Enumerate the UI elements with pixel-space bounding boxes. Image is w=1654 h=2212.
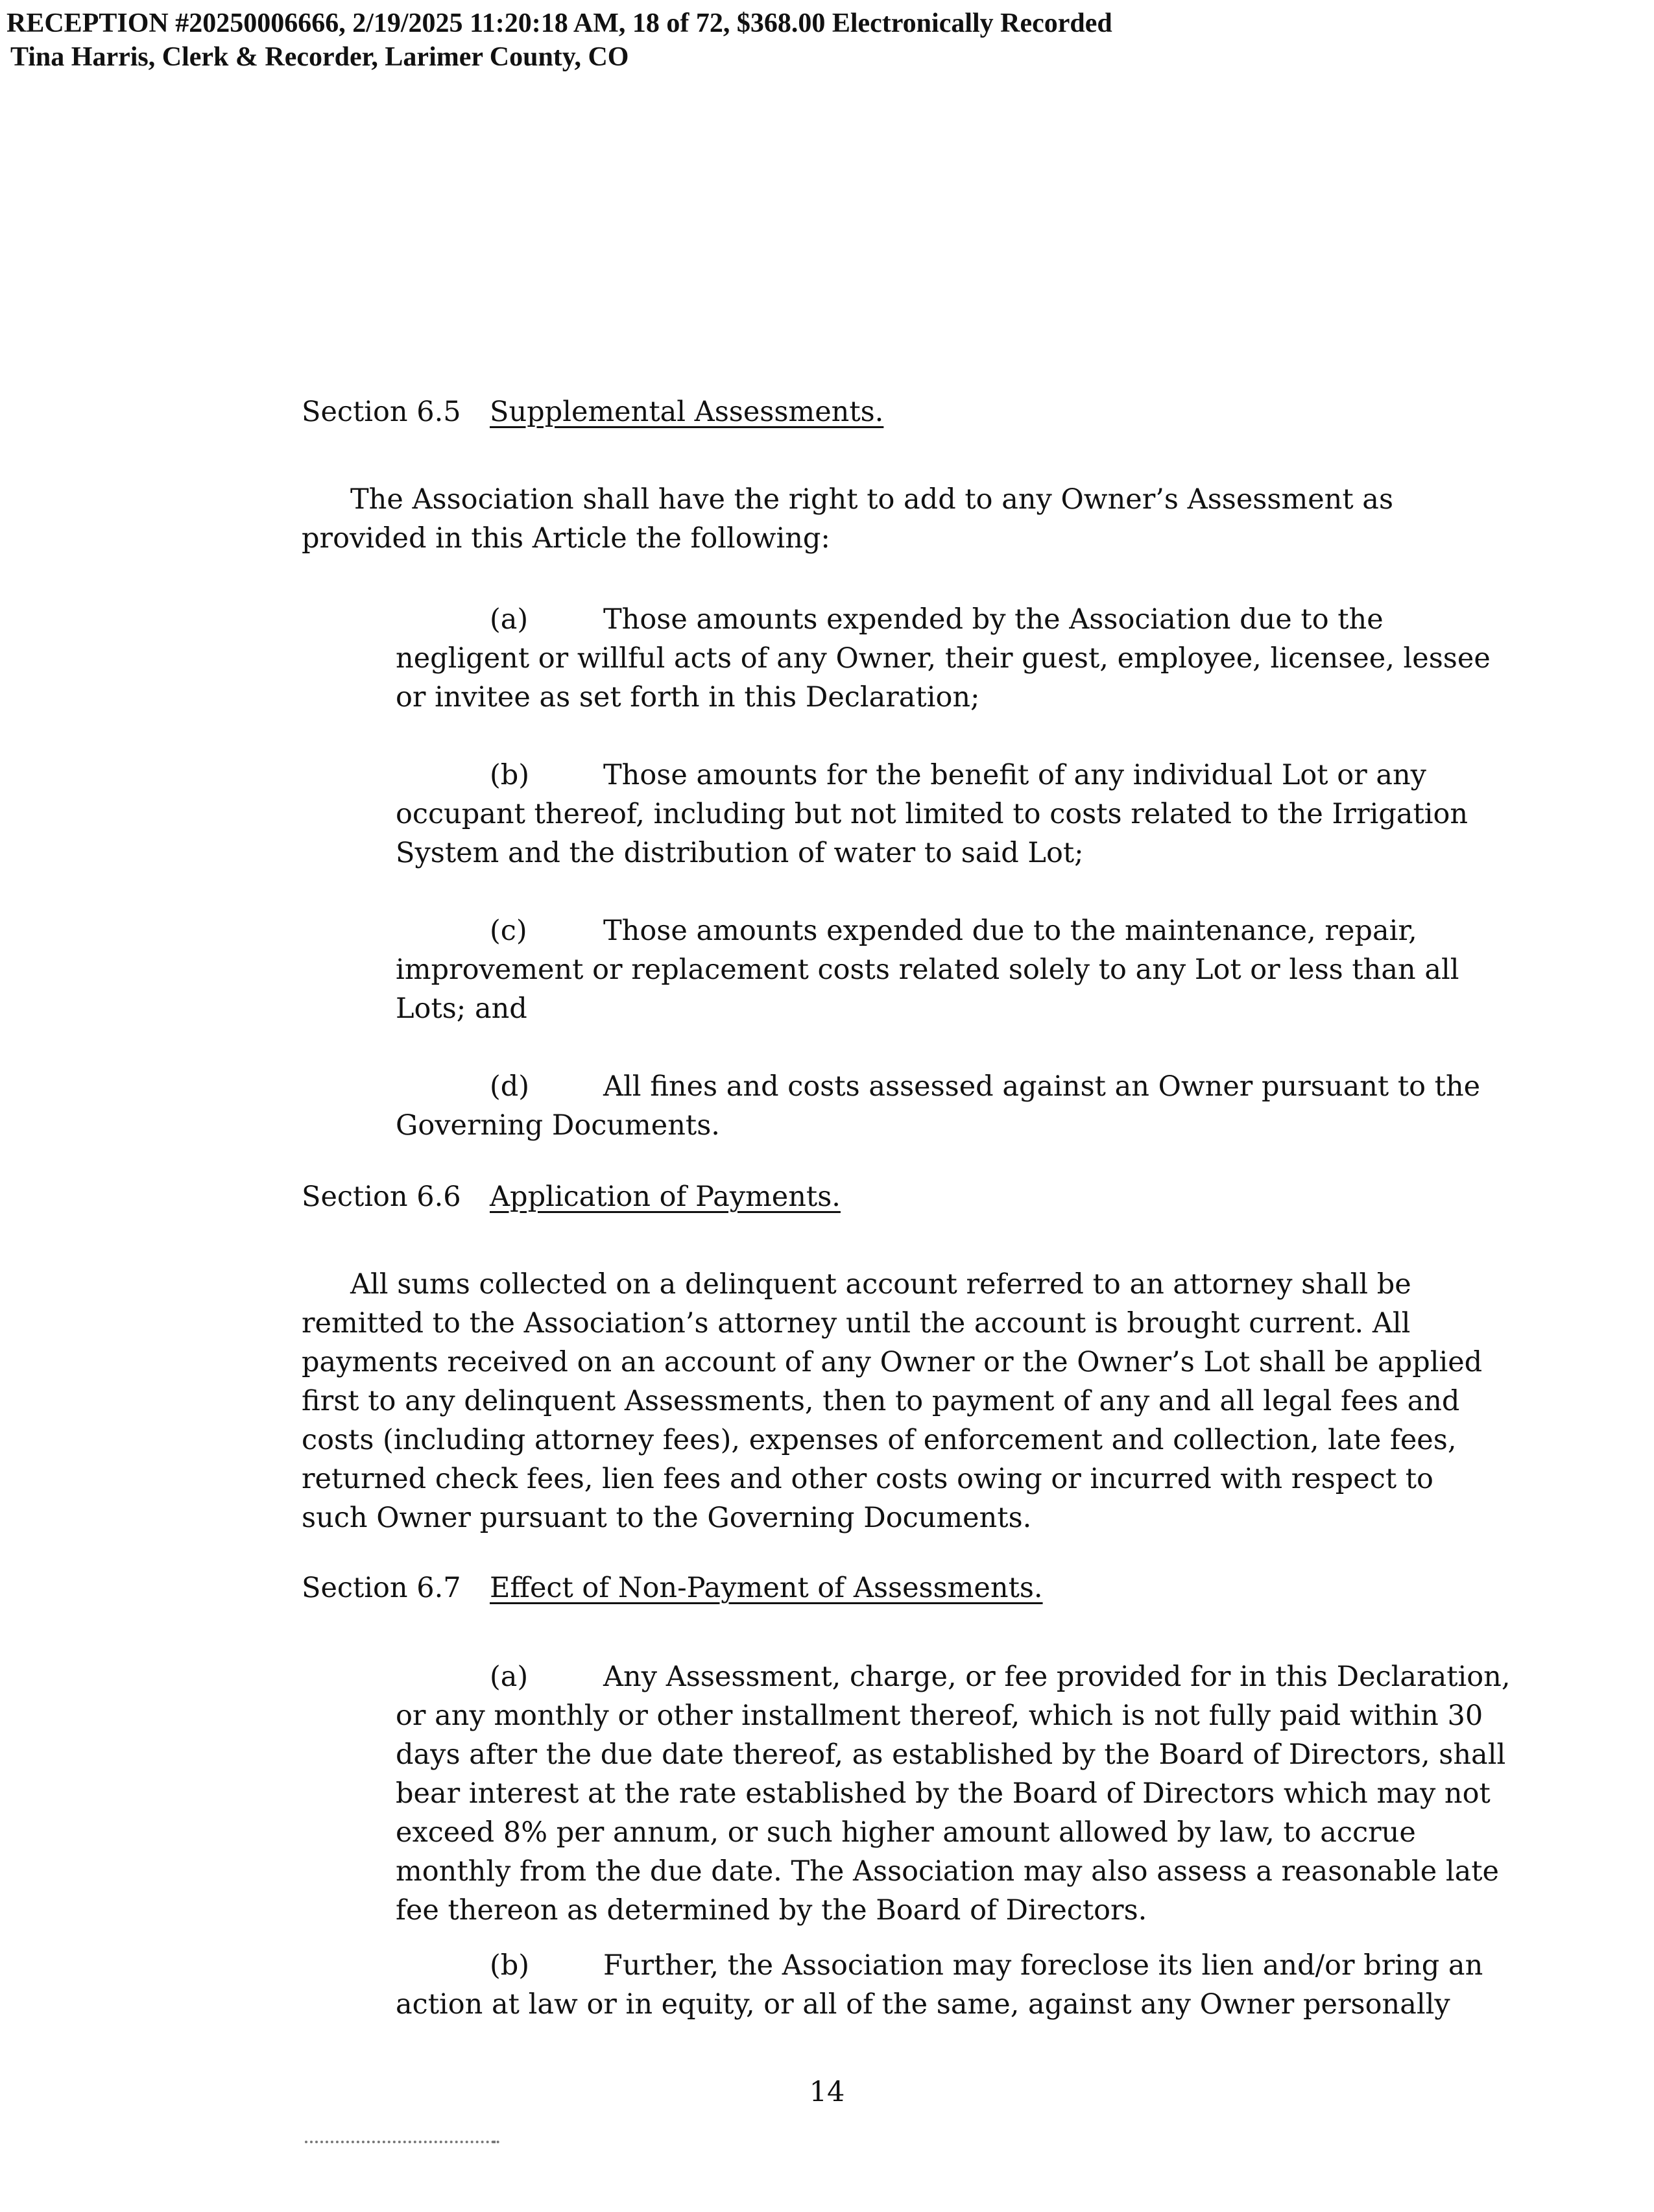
list-item-label: (b) (490, 1949, 530, 1982)
paragraph-text: All sums collected on a delinquent account referred to an attorney shall be remitted to the Association’s attorney until the account is brought current. All payments received on an account of any Owner or the Owner’s Lot shall be applied first to any delinquent Assessments, then to payment of any and all legal fees and costs (including attorney fees), expenses of enforcement and collection, late fees, returned check fees, lien fees and other costs owing or incurred with respect to such Owner pursuant to the Governing Documents. (302, 1268, 1483, 1534)
section-6-5-intro (302, 480, 1502, 558)
section-number: Section 6.6 (302, 1181, 461, 1213)
section-number: Section 6.5 (302, 396, 461, 428)
section-6-6-body (302, 1265, 1502, 1537)
recording-stamp-line2: Tina Harris, Clerk & Recorder, Larimer County, CO (10, 42, 629, 72)
list-item-text: Those amounts expended by the Association due to the negligent or willful acts of any Owner, their guest, employee, licensee, lessee or invitee as set forth in this Declaration; (396, 603, 1491, 714)
list-item-label: (c) (490, 915, 527, 947)
section-title: Application of Payments. (490, 1181, 841, 1213)
list-item (396, 600, 1511, 717)
list-item-text: Those amounts expended due to the maintenance, repair, improvement or replacement costs related solely to any Lot or less than all Lots; and (396, 915, 1459, 1025)
list-item (396, 1946, 1511, 2024)
section-heading-6-6 (302, 1177, 841, 1216)
section-title: Supplemental Assessments. (490, 396, 884, 428)
section-heading-6-5 (302, 392, 883, 431)
list-item-text: Any Assessment, charge, or fee provided for in this Declaration, or any monthly or other installment thereof, which is not fully paid within 30 days after the due date thereof, as established by the Board of Directors, shall bear interest at the rate established by the Board of Directors which may not exceed 8% per annum, or such higher amount allowed by law, to accrue monthly from the due date. The Association may also assess a reasonable late fee thereon as determined by the Board of Directors. (396, 1661, 1511, 1927)
list-item-text: Those amounts for the benefit of any individual Lot or any occupant thereof, including but not limited to costs related to the Irrigation System and the distribution of water to said Lot; (396, 759, 1468, 869)
section-title: Effect of Non-Payment of Assessments. (490, 1572, 1043, 1604)
footer-dot (493, 2141, 496, 2143)
list-item-label: (d) (490, 1070, 530, 1103)
list-item-label: (a) (490, 1661, 529, 1693)
list-item (396, 911, 1511, 1028)
paragraph-text: The Association shall have the right to add to any Owner’s Assessment as provided in this Article the following: (302, 483, 1394, 555)
page-number: 14 (809, 2076, 845, 2108)
list-item (396, 756, 1511, 872)
list-item (396, 1657, 1511, 1930)
footer-document-code-mark (305, 2141, 499, 2143)
list-item-label: (a) (490, 603, 529, 636)
list-item-text: Further, the Association may foreclose its lien and/or bring an action at law or in equity, or all of the same, against any Owner personally (396, 1949, 1483, 2021)
list-item-label: (b) (490, 759, 530, 791)
recording-stamp-line1: RECEPTION #20250006666, 2/19/2025 11:20:18 AM, 18 of 72, $368.00 Electronically Recorded (6, 8, 1112, 38)
list-item (396, 1067, 1511, 1145)
section-heading-6-7 (302, 1569, 1043, 1607)
section-number: Section 6.7 (302, 1572, 461, 1604)
recording-stamp (6, 6, 1112, 74)
list-item-text: All fines and costs assessed against an Owner pursuant to the Governing Documents. (396, 1070, 1481, 1142)
